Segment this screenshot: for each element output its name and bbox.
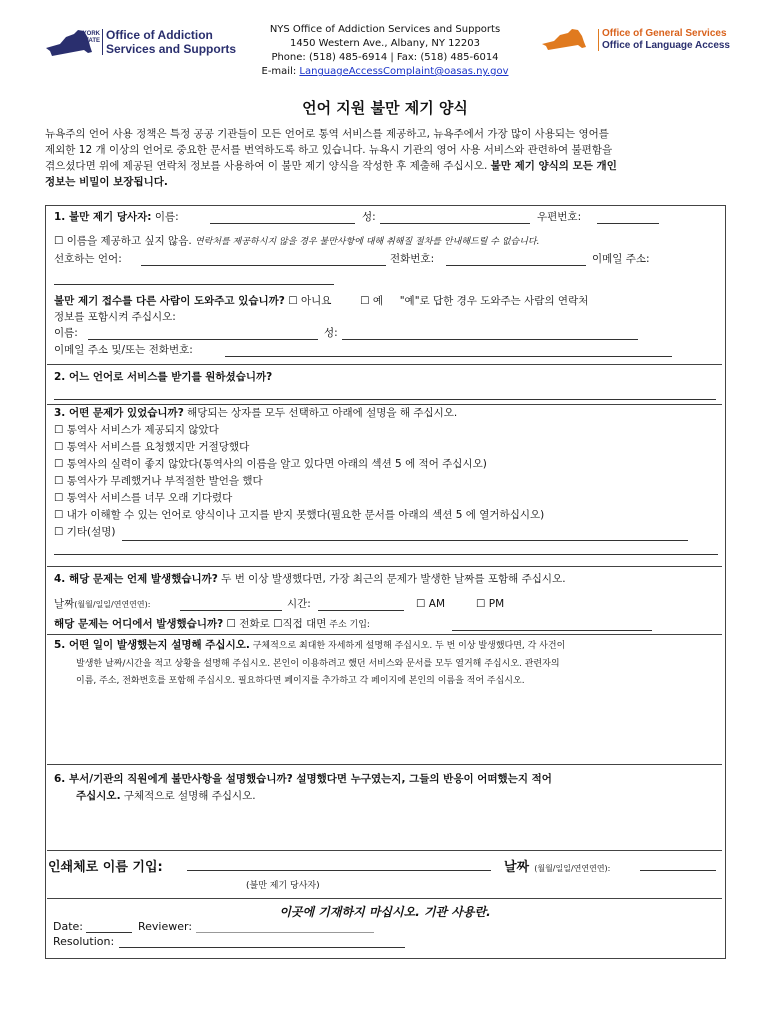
helper-question: 불만 제기 접수를 다른 사람이 도와주고 있습니까? <box>54 295 285 307</box>
oasas-logo-line2: Services and Supports <box>106 42 237 56</box>
date-row <box>54 597 150 612</box>
agency-address: 1450 Western Ave., Albany, NY 12203 <box>290 38 480 49</box>
pm-label: PM <box>485 598 505 610</box>
option-label: 통역사의 실력이 좋지 않았다(통역사의 이름을 알고 있다면 아래의 섹션 5 에 적어 주십시오) <box>66 458 487 470</box>
helper-name-label: 이름: <box>54 327 78 339</box>
email-label: E-mail: <box>261 66 300 77</box>
intro-line3 <box>45 158 735 174</box>
section2-answer-field[interactable] <box>54 387 716 400</box>
state-word-new: NEW <box>73 26 87 32</box>
pm-option <box>476 597 504 611</box>
date-format: (월월/일일/연연연연): <box>74 600 151 609</box>
agency-name: NYS Office of Addiction Services and Supports <box>269 24 501 35</box>
divider-6-sign <box>47 850 722 851</box>
anon-text: 이름을 제공하고 싶지 않음. <box>63 235 196 247</box>
sign-date-format: (월월/일일/연연연연): <box>534 864 611 873</box>
name-label: 이름: <box>154 211 179 223</box>
option-row <box>54 473 724 490</box>
ogs-logo-line2: Office of Language Access <box>602 40 730 51</box>
option-label: 통역사 서비스가 제공되지 않았다 <box>66 424 219 436</box>
option-label: 기타(설명) <box>66 526 116 538</box>
option-checkbox[interactable]: ☐ <box>54 475 64 487</box>
section6-heading: 6. 부서/기관의 직원에게 불만사항을 설명했습니까? 설명했다면 누구였는지, 그들의 반응이 어떠했는지 적어 <box>54 773 552 785</box>
where-question: 해당 문제는 어디에서 발생했습니까? <box>54 618 224 630</box>
option-row <box>54 422 724 439</box>
section5-answer-area[interactable] <box>54 692 716 760</box>
option-row <box>54 490 724 507</box>
section5-row <box>54 638 724 653</box>
state-word-state: STATE <box>81 38 100 44</box>
section1-heading: 1. 불만 제기 당사자: <box>54 211 152 223</box>
section3-instruction: 해당되는 상자를 모두 선택하고 아래에 설명을 해 주십시오. <box>183 407 458 419</box>
surname-label: 성: <box>362 211 376 223</box>
option-checkbox[interactable]: ☐ <box>54 441 64 453</box>
helper-row <box>54 294 724 308</box>
section5-text1: 구체적으로 최대한 자세하게 설명해 주십시오. 두 번 이상 발생했다면, 각 사건이 <box>249 641 566 651</box>
helper-contact-label: 이메일 주소 및/또는 전화번호: <box>54 344 193 356</box>
section5-text3: 이름, 주소, 전화번호를 포함해 주십시오. 필요하다면 페이지를 추가하고 각 페이지에 본인의 이름을 적어 주십시오. <box>76 676 525 686</box>
new-york-state-map-icon <box>540 28 596 52</box>
option-label: 통역사가 무례했거나 부적절한 발언을 했다 <box>66 475 263 487</box>
intro-line1: 뉴욕주의 언어 사용 정책은 특정 공공 기관들이 모든 언어로 통역 서비스를 제공하고, 뉴욕주에서 가장 많이 사용되는 영어를 <box>45 128 609 140</box>
inperson-label: 직접 대면 <box>282 618 327 630</box>
divider-4-5 <box>47 634 722 635</box>
option-checkbox[interactable]: ☐ <box>54 458 64 470</box>
oasas-logo-line1: Office of Addiction <box>106 28 213 42</box>
oasas-logo <box>44 26 244 62</box>
phone-label: 전화번호: <box>390 253 435 265</box>
sign-date-label: 날짜 <box>504 860 530 875</box>
option-label: 통역사 서비스를 요청했지만 거절당했다 <box>66 441 250 453</box>
intro-paragraph <box>45 126 735 190</box>
incident-time-field[interactable] <box>318 598 404 611</box>
anon-row <box>54 234 724 249</box>
option-row <box>54 507 724 524</box>
email-field[interactable] <box>54 272 334 285</box>
anon-note: 연락처를 제공하시지 않을 경우 불만사항에 대해 취해질 절차를 안내해드릴 수 없습니다. <box>195 237 540 247</box>
helper-no-checkbox[interactable]: ☐ <box>288 295 298 307</box>
agency-contact-block <box>250 23 520 79</box>
pm-checkbox[interactable]: ☐ <box>476 598 486 610</box>
anon-checkbox[interactable]: ☐ <box>54 235 64 247</box>
complainant-sublabel: (불만 제기 당사자) <box>246 881 320 891</box>
surname-field[interactable] <box>380 211 530 224</box>
section3-row <box>54 406 724 420</box>
am-option <box>416 597 445 611</box>
divider-5-6 <box>47 764 722 765</box>
section4-heading: 4. 해당 문제는 언제 발생했습니까? <box>54 573 218 585</box>
intro-line2: 제외한 12 개 이상의 언어로 중요한 문서를 번역하도록 하고 있습니다. 뉴욕시 기관의 영어 사용 서비스와 관련하여 불편함을 <box>45 144 613 156</box>
intro-line3a: 겪으셨다면 위에 제공된 연락처 정보를 사용하여 이 불만 제기 양식을 작성한 후 제출해 주십시오. <box>45 160 491 172</box>
section2-heading: 2. 어느 언어로 서비스를 받기를 원하셨습니까? <box>54 371 273 383</box>
am-label: AM <box>425 598 446 610</box>
print-name-field[interactable] <box>187 858 491 871</box>
phone-field[interactable] <box>446 253 586 266</box>
email-link[interactable]: LanguageAccessComplaint@oasas.ny.gov <box>299 66 509 77</box>
helper-yes-label: 예 <box>369 295 384 307</box>
section4-instruction: 두 번 이상 발생했다면, 가장 최근의 문제가 발생한 날짜를 포함해 주십시오. <box>217 573 566 585</box>
helper-no-label: 아니요 <box>297 295 332 307</box>
option-checkbox[interactable]: ☐ <box>54 526 64 538</box>
agency-email-row <box>250 65 520 79</box>
incident-date-field[interactable] <box>180 598 282 611</box>
helper-yes-checkbox[interactable]: ☐ <box>360 295 370 307</box>
intro-line4: 정보는 비밀이 보장됩니다. <box>45 176 168 188</box>
form-title: 언어 지원 불만 제기 양식 <box>302 99 468 117</box>
office-date-label: Date: <box>53 920 83 933</box>
option-row <box>54 439 724 456</box>
section5-heading: 5. 어떤 일이 발생했는지 설명해 주십시오. <box>54 639 250 651</box>
helper-yes-note: "예"로 답한 경우 도와주는 사람의 연락처 <box>399 295 589 307</box>
helper-surname-label: 성: <box>324 327 338 339</box>
section3-heading: 3. 어떤 문제가 있었습니까? <box>54 407 184 419</box>
ogs-logo <box>540 26 730 56</box>
phone-opt-label: 전화로 <box>235 618 270 630</box>
option-checkbox[interactable]: ☐ <box>54 492 64 504</box>
option-row <box>54 456 724 473</box>
section5-text2: 발생한 날짜/시간을 적고 상황을 설명해 주십시오. 본인이 이용하려고 했던 서비스와 문서를 모두 열거해 주십시오. 관련자의 <box>76 659 560 669</box>
sign-date-row <box>504 856 610 875</box>
option-label: 내가 이해할 수 있는 언어로 양식이나 고지를 받지 못했다(필요한 문서를 아래의 섹션 5 에 열거하십시오) <box>66 509 545 521</box>
divider-2-3 <box>47 404 722 405</box>
option-checkbox[interactable]: ☐ <box>54 424 64 436</box>
zip-label: 우편번호: <box>537 211 582 223</box>
email-field-label: 이메일 주소: <box>592 253 650 265</box>
section6-heading2: 주십시오. <box>76 790 121 802</box>
state-word-york: YORK <box>82 31 100 37</box>
section3-extra-field[interactable] <box>54 542 718 555</box>
inperson-note: 주소 기입: <box>326 620 370 630</box>
resolution-field[interactable] <box>119 935 405 948</box>
zip-field[interactable] <box>597 211 659 224</box>
resolution-label: Resolution: <box>53 935 115 948</box>
divider-3-4 <box>47 566 722 567</box>
section3-options <box>54 422 724 541</box>
section6-row2 <box>76 789 256 803</box>
helper-contact-field[interactable] <box>225 344 672 357</box>
inperson-address-field[interactable] <box>452 618 652 631</box>
intro-line3b: 불만 제기 양식의 모든 개인 <box>490 160 617 172</box>
helper-name-field[interactable] <box>88 327 318 340</box>
inperson-checkbox[interactable]: ☐ <box>273 618 283 630</box>
section5-body <box>76 656 716 690</box>
divider-sign-office <box>47 898 722 899</box>
time-label: 시간: <box>287 598 311 610</box>
office-use-heading: 이곳에 기재하지 마십시오. 기관 사용란. <box>279 905 491 919</box>
name-field[interactable] <box>210 211 355 224</box>
option-checkbox[interactable]: ☐ <box>54 509 64 521</box>
office-date-field[interactable] <box>86 920 132 933</box>
date-label: 날짜 <box>54 598 75 610</box>
am-checkbox[interactable]: ☐ <box>416 598 426 610</box>
helper-surname-field[interactable] <box>342 327 638 340</box>
section4-row <box>54 572 724 586</box>
section6-text: 구체적으로 설명해 주십시오. <box>120 790 256 802</box>
ogs-logo-line1: Office of General Services <box>602 28 727 39</box>
pref-lang-field[interactable] <box>141 253 386 266</box>
pref-lang-label: 선호하는 언어: <box>54 253 122 265</box>
option-label: 통역사 서비스를 너무 오래 기다렸다 <box>66 492 233 504</box>
other-explain-field[interactable] <box>122 528 688 541</box>
helper-yes-note2: 정보를 포함시켜 주십시오: <box>54 311 176 323</box>
section6-answer-area[interactable] <box>54 806 716 846</box>
divider-1-2 <box>47 364 722 365</box>
reviewer-label: Reviewer: <box>138 920 193 933</box>
sign-date-field[interactable] <box>640 858 716 871</box>
reviewer-field[interactable] <box>196 920 374 933</box>
agency-phone-fax: Phone: (518) 485-6914 | Fax: (518) 485-6014 <box>271 52 499 63</box>
phone-opt-checkbox[interactable]: ☐ <box>226 618 236 630</box>
print-name-label: 인쇄체로 이름 기입: <box>48 860 163 875</box>
